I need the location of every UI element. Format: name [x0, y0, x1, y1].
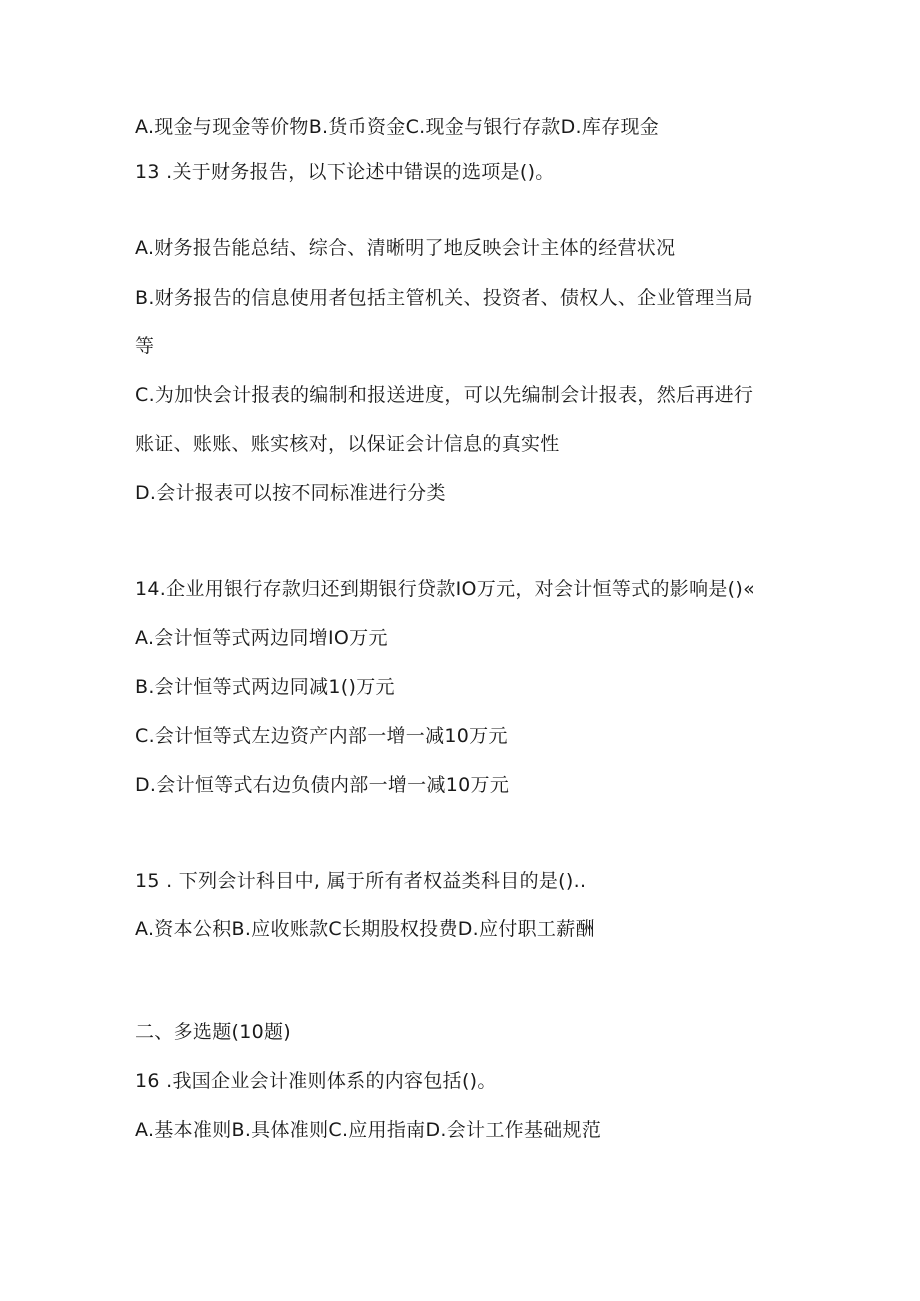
q13-option-b: B.财务报告的信息使用者包括主管机关、投资者、债权人、企业管理当局	[135, 287, 753, 309]
q13-option-c: C.为加快会计报表的编制和报送进度，可以先编制会计报表，然后再进行	[135, 384, 754, 406]
q12-options: A.现金与现金等价物B.货币资金C.现金与银行存款D.库存现金	[135, 116, 660, 138]
q14-option-b: B.会计恒等式两边同减1()万元	[135, 676, 395, 698]
q15-question: 15 . 下列会计科目中, 属于所有者权益类科目的是()..	[135, 870, 587, 892]
q16-question: 16 .我国企业会计准则体系的内容包括()。	[135, 1070, 497, 1092]
q14-option-c: C.会计恒等式左边资产内部一增一减10万元	[135, 725, 508, 747]
q16-options: A.基本准则B.具体准则C.应用指南D.会计工作基础规范	[135, 1119, 602, 1141]
q14-question: 14.企业用银行存款归还到期银行贷款IO万元，对会计恒等式的影响是()«	[135, 578, 756, 600]
q13-option-a: A.财务报告能总结、综合、清晰明了地反映会计主体的经营状况	[135, 237, 676, 259]
q13-option-c-cont: 账证、账账、账实核对，以保证会计信息的真实性	[135, 433, 560, 455]
q14-option-a: A.会计恒等式两边同增IO万元	[135, 627, 388, 649]
section-heading-multiple-choice: 二、多选题(10题)	[135, 1021, 292, 1043]
q13-option-d: D.会计报表可以按不同标准进行分类	[135, 482, 446, 504]
q15-options: A.资本公积B.应收账款C长期股权投费D.应付职工薪酬	[135, 918, 595, 940]
q13-option-b-cont: 等	[135, 335, 155, 357]
q14-option-d: D.会计恒等式右边负债内部一增一减10万元	[135, 774, 510, 796]
q13-question: 13 .关于财务报告，以下论述中错误的选项是()。	[135, 161, 555, 183]
